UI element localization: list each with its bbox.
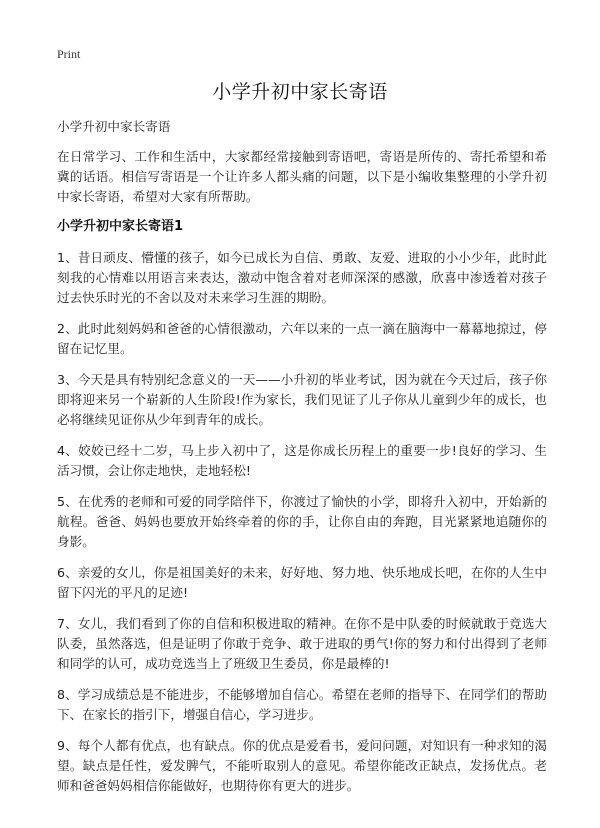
list-item: 9、每个人都有优点，也有缺点。你的优点是爱看书，爱问问题，对知识有一种求知的渴望。缺点是任性，爱发脾气，不能听取别人的意见。希望你能改正缺点，发扬优点。老师和爸爸妈妈相信你能做好，也期待你有更大的进步。 [57,738,547,793]
section-heading: 小学升初中家长寄语1 [57,219,184,234]
list-item: 3、今天是具有特别纪念意义的一天——小升初的毕业考试，因为就在今天过后，孩子你即将迎来另一个崭新的人生阶段!作为家长，我们见证了儿子你从儿童到少年的成长，也必将继续见证你从少年到青年的成长。 [57,372,547,427]
list-item: 8、学习成绩总是不能进步，不能够增加自信心。希望在老师的指导下、在同学们的帮助下、在家长的指引下，增强自信心，学习进步。 [57,687,547,722]
list-item: 4、姣姣已经十二岁，马上步入初中了，这是你成长历程上的重要一步!良好的学习、生活习惯，会让你走地快，走地轻松! [57,443,547,478]
list-item: 7、女儿，我们看到了你的自信和积极进取的精神。在你不是中队委的时候就敢于竞选大队委，虽然落选，但是证明了你敢于竞争、敢于进取的勇气!你的努力和付出得到了老师和同学的认可，成功竞选当上了班级卫生委员，你是最棒的! [57,616,547,671]
article-subtitle: 小学升初中家长寄语 [57,119,171,134]
list-item: 6、亲爱的女儿，你是祖国美好的未来，好好地、努力地、快乐地成长吧，在你的人生中留下闪光的平凡的足迹! [57,565,547,600]
list-item: 2、此时此刻妈妈和爸爸的心情很激动，六年以来的一点一滴在脑海中一幕幕地掠过，停留在记忆里。 [57,321,547,356]
print-link[interactable]: Print [57,47,81,61]
list-item: 5、在优秀的老师和可爱的同学陪伴下，你渡过了愉快的小学，即将升入初中，开始新的航程。爸爸、妈妈也要放开始终牵着的你的手，让你自由的奔跑，目光紧紧地追随你的身影。 [57,494,547,549]
list-item: 1、昔日顽皮、懵懂的孩子，如今已成长为自信、勇敢、友爱、进取的小小少年，此时此刻我的心情难以用语言来表达，激动中饱含着对老师深深的感激，欣喜中渗透着对孩子过去快乐时光的不舍以及对未来学习生涯的期盼。 [57,250,547,305]
page-title: 小学升初中家长寄语 [212,81,388,103]
intro-paragraph: 在日常学习、工作和生活中，大家都经常接触到寄语吧，寄语是所传的、寄托希望和希冀的话语。相信写寄语是一个让许多人都头痛的问题，以下是小编收集整理的小学升初中家长寄语，希望对大家有所帮助。 [57,149,547,204]
article-body [57,117,547,807]
